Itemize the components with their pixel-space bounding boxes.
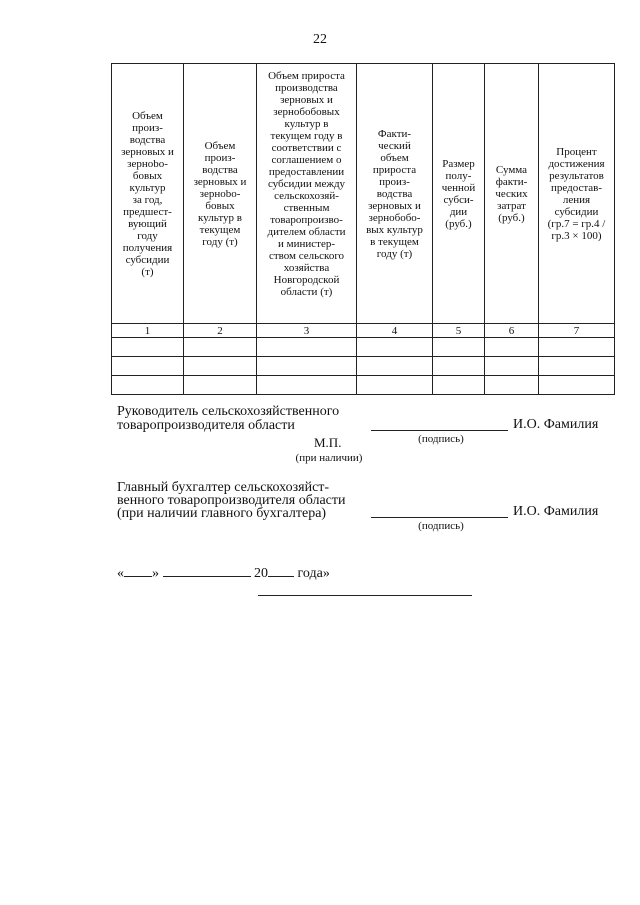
column-header: Факти- ческий объем прироста произ- водства зерновых и зернобобо- вых культур в текущем году (т) (357, 64, 433, 324)
column-number: 3 (257, 324, 357, 338)
table-cell (112, 357, 184, 376)
table-cell (357, 357, 433, 376)
head-signature-line (371, 430, 508, 431)
table-cell (539, 357, 615, 376)
page-number: 22 (313, 32, 327, 47)
table-cell (485, 376, 539, 395)
table-cell (485, 338, 539, 357)
date-open-quote: « (117, 566, 124, 581)
date-suffix: года» (297, 566, 330, 581)
column-number: 4 (357, 324, 433, 338)
accountant-label-line2: венного товаропроизводителя области (117, 493, 346, 508)
table-cell (433, 376, 485, 395)
head-label-line2: товаропроизводителя области (117, 418, 295, 433)
accountant-name: И.О. Фамилия (513, 504, 599, 519)
column-header: Размер полу- ченной субси- дии (руб.) (433, 64, 485, 324)
column-header: Объем произ- водства зерновых и зерноbo- бовых культур в текущем году (т) (184, 64, 257, 324)
day-blank (124, 563, 152, 577)
head-signature-caption: (подпись) (418, 433, 464, 445)
table-cell (539, 376, 615, 395)
column-number: 6 (485, 324, 539, 338)
date-line (117, 563, 330, 582)
table-cell (433, 357, 485, 376)
table-cell (257, 376, 357, 395)
table-cell (112, 376, 184, 395)
month-blank (163, 563, 251, 577)
head-label-line1: Руководитель сельскохозяйственного (117, 404, 340, 419)
table-cell (257, 357, 357, 376)
table-row (112, 338, 615, 357)
table-cell (184, 338, 257, 357)
date-century: 20 (254, 566, 268, 581)
table-cell (184, 357, 257, 376)
table-cell (112, 338, 184, 357)
header-row (112, 64, 615, 324)
column-number: 5 (433, 324, 485, 338)
stamp-caption: (при наличии) (295, 452, 363, 464)
accountant-label-line3: (при наличии главного бухгалтера) (117, 506, 327, 521)
column-number-row (112, 324, 615, 338)
column-number: 2 (184, 324, 257, 338)
column-header: Процент достижения результатов предостав- ления субсидии (гр.7 = гр.4 / гр.3 × 100) (539, 64, 615, 324)
accountant-signature-line (371, 517, 508, 518)
table-cell (539, 338, 615, 357)
closing-rule (258, 595, 472, 596)
accountant-signature-caption: (подпись) (418, 520, 464, 532)
table-row (112, 357, 615, 376)
year-blank (268, 563, 294, 577)
head-name: И.О. Фамилия (513, 417, 599, 432)
table-row (112, 376, 615, 395)
table-cell (485, 357, 539, 376)
accountant-label-line1: Главный бухгалтер сельскохозяйст- (117, 480, 330, 495)
table-cell (357, 338, 433, 357)
column-number: 1 (112, 324, 184, 338)
column-header: Сумма факти- ческих затрат (руб.) (485, 64, 539, 324)
column-header: Объем произ- водства зерновых и зерноbo- бовых культур за год, предшест- вующий году получения субсидии (т) (112, 64, 184, 324)
table-cell (357, 376, 433, 395)
stamp-label: М.П. (314, 435, 342, 450)
date-close-quote: » (152, 566, 159, 581)
report-table (111, 63, 615, 395)
table-cell (433, 338, 485, 357)
column-number: 7 (539, 324, 615, 338)
table-cell (184, 376, 257, 395)
column-header: Объем прироста производства зерновых и зернобобовых культур в текущем году в соответствии с соглашением о предоставлении субсидии между сельскохозяй- ственным товаропроизво- дителем области и министер- ством сельского хозяйства Новгородской области (т) (257, 64, 357, 324)
table-cell (257, 338, 357, 357)
